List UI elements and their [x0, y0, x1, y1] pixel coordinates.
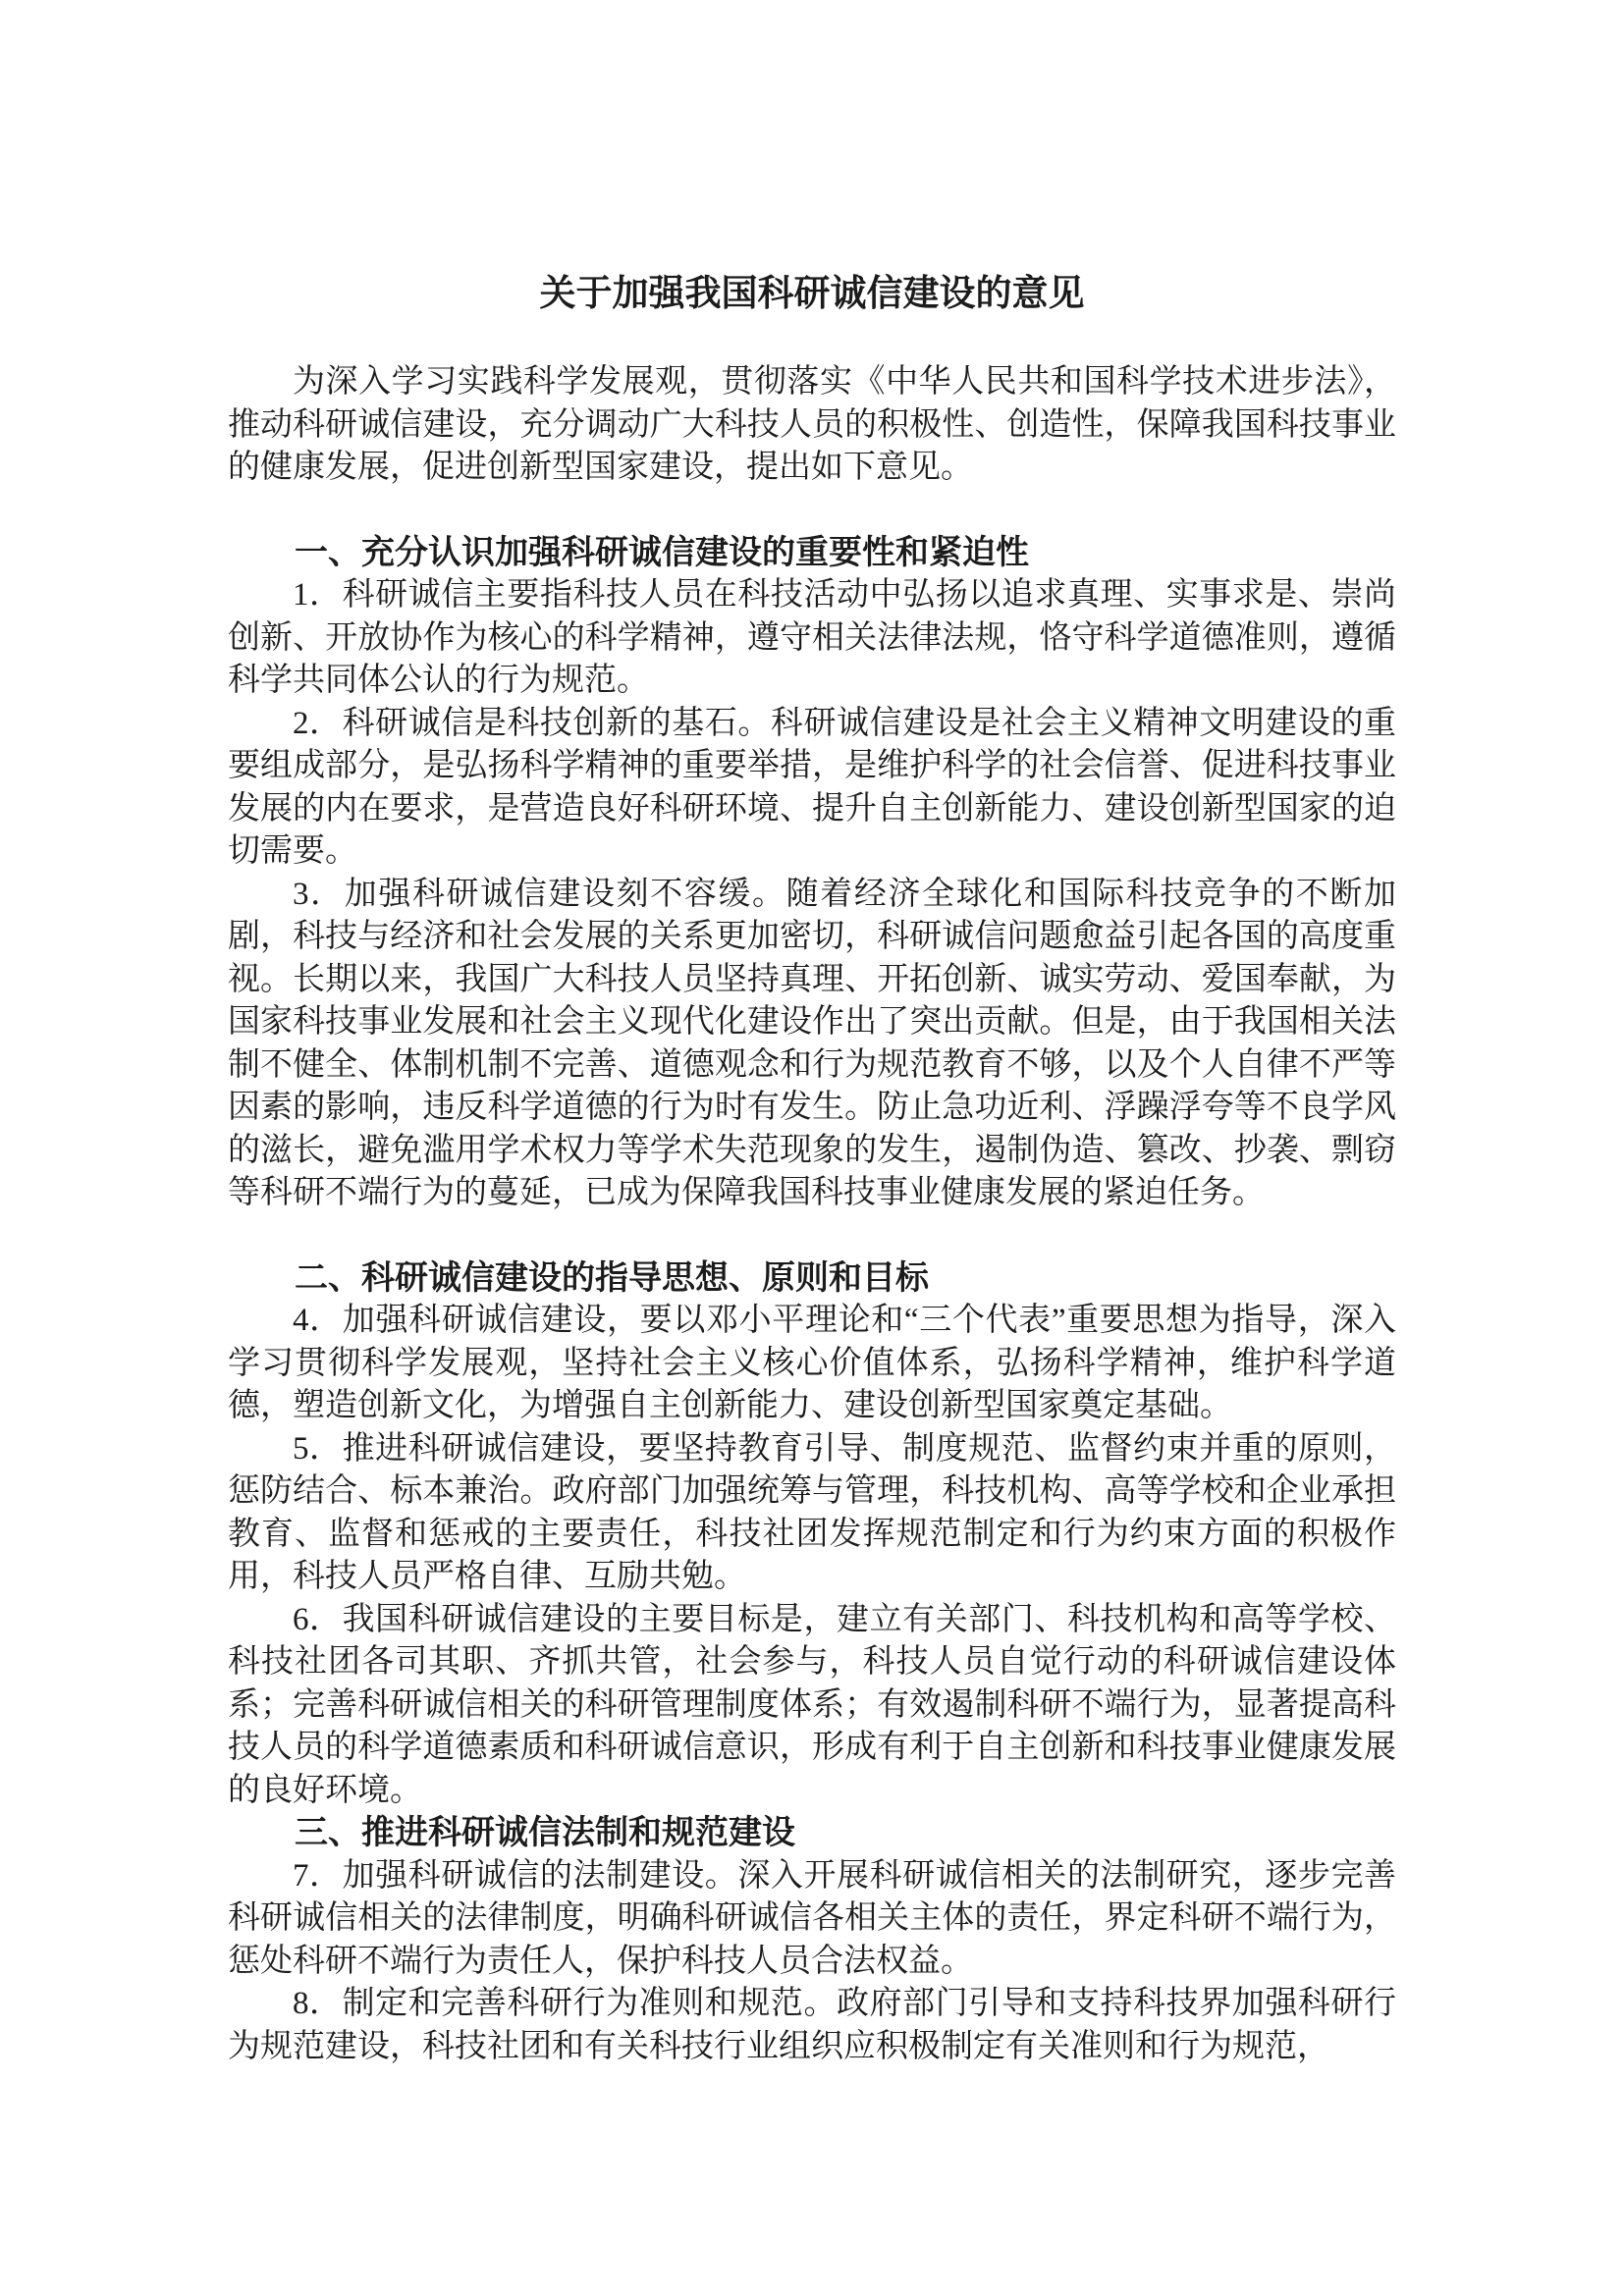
section-1-heading: 一、充分认识加强科研诚信建设的重要性和紧迫性: [295, 532, 1029, 572]
section-3-paragraph-8: 8．制定和完善科研行为准则和规范。政府部门引导和支持科技界加强科研行为规范建设，科技社团和有关科技行业组织应积极制定有关准则和行为规范，: [228, 1986, 1396, 2064]
section-2-paragraph-6: 6．我国科研诚信建设的主要目标是，建立有关部门、科技机构和高等学校、科技社团各司其职、齐抓共管，社会参与，科技人员自觉行动的科研诚信建设体系；完善科研诚信相关的科研管理制度体系；有效遏制科研不端行为，显著提高科技人员的科学道德素质和科研诚信意识，形成有利于自主创新和科技事业健康发展的良好环境。: [228, 1601, 1396, 1808]
section-2-paragraph-4: 4．加强科研诚信建设，要以邓小平理论和“三个代表”重要思想为指导，深入学习贯彻科学发展观，坚持社会主义核心价值体系，弘扬科学精神，维护科学道德，塑造创新文化，为增强自主创新能力、建设创新型国家奠定基础。: [228, 1303, 1396, 1423]
section-2-paragraph-5: 5．推进科研诚信建设，要坚持教育引导、制度规范、监督约束并重的原则，惩防结合、标本兼治。政府部门加强统筹与管理，科技机构、高等学校和企业承担教育、监督和惩戒的主要责任，科技社团发挥规范制定和行为约束方面的积极作用，科技人员严格自律、互励共勉。: [228, 1430, 1396, 1594]
intro-paragraph: 为深入学习实践科学发展观，贯彻落实《中华人民共和国科学技术进步法》，推动科研诚信建设，充分调动广大科技人员的积极性、创造性，保障我国科技事业的健康发展，促进创新型国家建设，提出如下意见。: [228, 364, 1396, 485]
section-1-paragraph-1: 1．科研诚信主要指科技人员在科技活动中弘扬以追求真理、实事求是、崇尚创新、开放协作为核心的科学精神，遵守相关法律法规，恪守科学道德准则，遵循科学共同体公认的行为规范。: [228, 577, 1396, 698]
section-3-paragraph-7: 7．加强科研诚信的法制建设。深入开展科研诚信相关的法制研究，逐步完善科研诚信相关的法律制度，明确科研诚信各相关主体的责任，界定科研不端行为，惩处科研不端行为责任人，保护科技人员合法权益。: [228, 1857, 1396, 1979]
section-1-paragraph-3: 3．加强科研诚信建设刻不容缓。随着经济全球化和国际科技竞争的不断加剧，科技与经济和社会发展的关系更加密切，科研诚信问题愈益引起各国的高度重视。长期以来，我国广大科技人员坚持真理、开拓创新、诚实劳动、爱国奉献，为国家科技事业发展和社会主义现代化建设作出了突出贡献。但是，由于我国相关法制不健全、体制机制不完善、道德观念和行为规范教育不够，以及个人自律不严等因素的影响，违反科学道德的行为时有发生。防止急功近利、浮躁浮夸等不良学风的滋长，避免滥用学术权力等学术失范现象的发生，遏制伪造、篡改、抄袭、剽窃等科研不端行为的蔓延，已成为保障我国科技事业健康发展的紧迫任务。: [228, 876, 1396, 1210]
section-3-heading: 三、推进科研诚信法制和规范建设: [295, 1813, 795, 1852]
document-title: 关于加强我国科研诚信建设的意见: [539, 274, 1085, 314]
section-2-heading: 二、科研诚信建设的指导思想、原则和目标: [295, 1257, 929, 1298]
section-1-paragraph-2: 2．科研诚信是科技创新的基石。科研诚信建设是社会主义精神文明建设的重要组成部分，是弘扬科学精神的重要举措，是维护科学的社会信誉、促进科技事业发展的内在要求，是营造良好科研环境、提升自主创新能力、建设创新型国家的迫切需要。: [228, 705, 1396, 869]
